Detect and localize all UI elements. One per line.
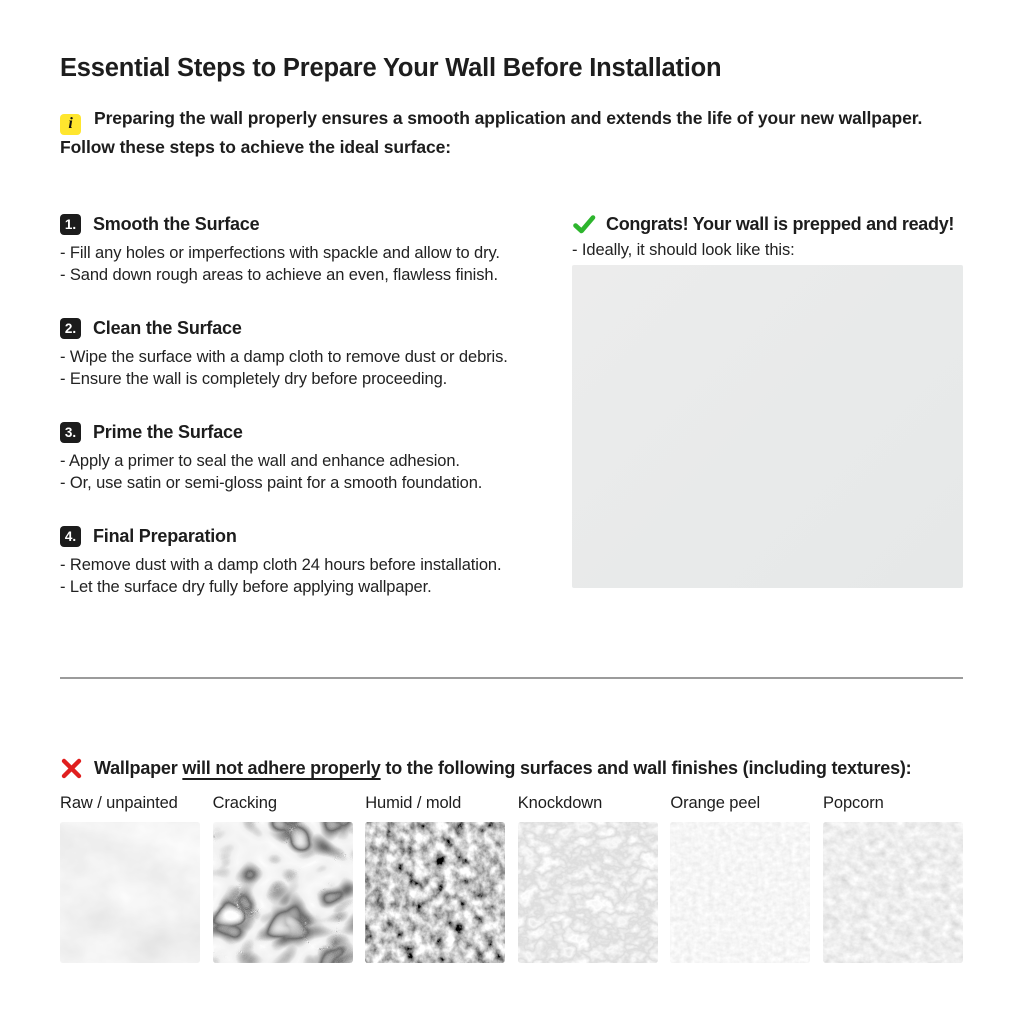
x-mark-icon [60, 757, 83, 780]
prepped-wall-image [572, 265, 963, 588]
result-column [572, 212, 963, 588]
texture-thumb-row [60, 822, 963, 963]
intro-line-1: Preparing the wall properly ensures a smooth application and extends the life of your new wallpaper. [94, 108, 923, 128]
result-heading: Congrats! Your wall is prepped and ready! [606, 213, 955, 234]
texture-image-raw-unpainted [60, 822, 200, 963]
step-1-badge: 1. [60, 214, 81, 235]
step-smooth-the-surface [60, 212, 565, 286]
texture-image-popcorn [823, 822, 963, 963]
intro-line-2: Follow these steps to achieve the ideal surface: [60, 136, 452, 157]
texture-label-row [60, 793, 963, 814]
texture-label-orange-peel: Orange peel [670, 794, 761, 812]
step-1-bullet-2: - Sand down rough areas to achieve an even, flawless finish. [60, 265, 498, 284]
texture-label-humid-mold: Humid / mold [365, 794, 462, 812]
step-4-title: Final Preparation [93, 525, 237, 546]
texture-image-orange-peel [670, 822, 810, 963]
step-3-badge: 3. [60, 422, 81, 443]
texture-image-humid-mold [365, 822, 505, 963]
page-title: Essential Steps to Prepare Your Wall Before Installation [60, 54, 722, 82]
checkmark-icon [572, 212, 596, 236]
texture-label-raw-unpainted: Raw / unpainted [60, 794, 178, 812]
texture-image-knockdown [518, 822, 658, 963]
warning-headline [94, 758, 911, 779]
step-2-badge: 2. [60, 318, 81, 339]
section-divider [60, 677, 963, 679]
step-2-bullet-1: - Wipe the surface with a damp cloth to remove dust or debris. [60, 348, 508, 366]
step-final-preparation [60, 524, 565, 598]
step-4-bullet-1: - Remove dust with a damp cloth 24 hours before installation. [60, 556, 502, 574]
step-2-bullet-2: - Ensure the wall is completely dry before proceeding. [60, 369, 448, 388]
info-icon: i [60, 114, 81, 135]
step-1-title: Smooth the Surface [93, 213, 260, 234]
warning-section [60, 756, 963, 963]
step-3-title: Prime the Surface [93, 421, 243, 442]
step-2-title: Clean the Surface [93, 317, 242, 338]
intro-paragraph [60, 106, 990, 159]
texture-label-cracking: Cracking [212, 794, 277, 812]
step-3-bullet-1: - Apply a primer to seal the wall and enhance adhesion. [60, 452, 460, 470]
step-prime-the-surface [60, 420, 565, 494]
steps-column [60, 212, 565, 628]
warning-emphasis: will not adhere properly [182, 757, 381, 778]
texture-image-cracking [213, 822, 353, 963]
texture-label-knockdown: Knockdown [517, 794, 603, 812]
step-3-bullet-2: - Or, use satin or semi-gloss paint for a smooth foundation. [60, 473, 483, 492]
warning-suffix: to the following surfaces and wall finishes (including textures): [380, 757, 912, 778]
texture-label-popcorn: Popcorn [822, 794, 884, 812]
result-subtext: - Ideally, it should look like this: [572, 241, 795, 259]
warning-prefix: Wallpaper [94, 757, 183, 778]
step-clean-the-surface [60, 316, 565, 390]
step-1-bullet-1: - Fill any holes or imperfections with spackle and allow to dry. [60, 244, 500, 262]
step-4-bullet-2: - Let the surface dry fully before applying wallpaper. [60, 577, 432, 596]
step-4-badge: 4. [60, 526, 81, 547]
